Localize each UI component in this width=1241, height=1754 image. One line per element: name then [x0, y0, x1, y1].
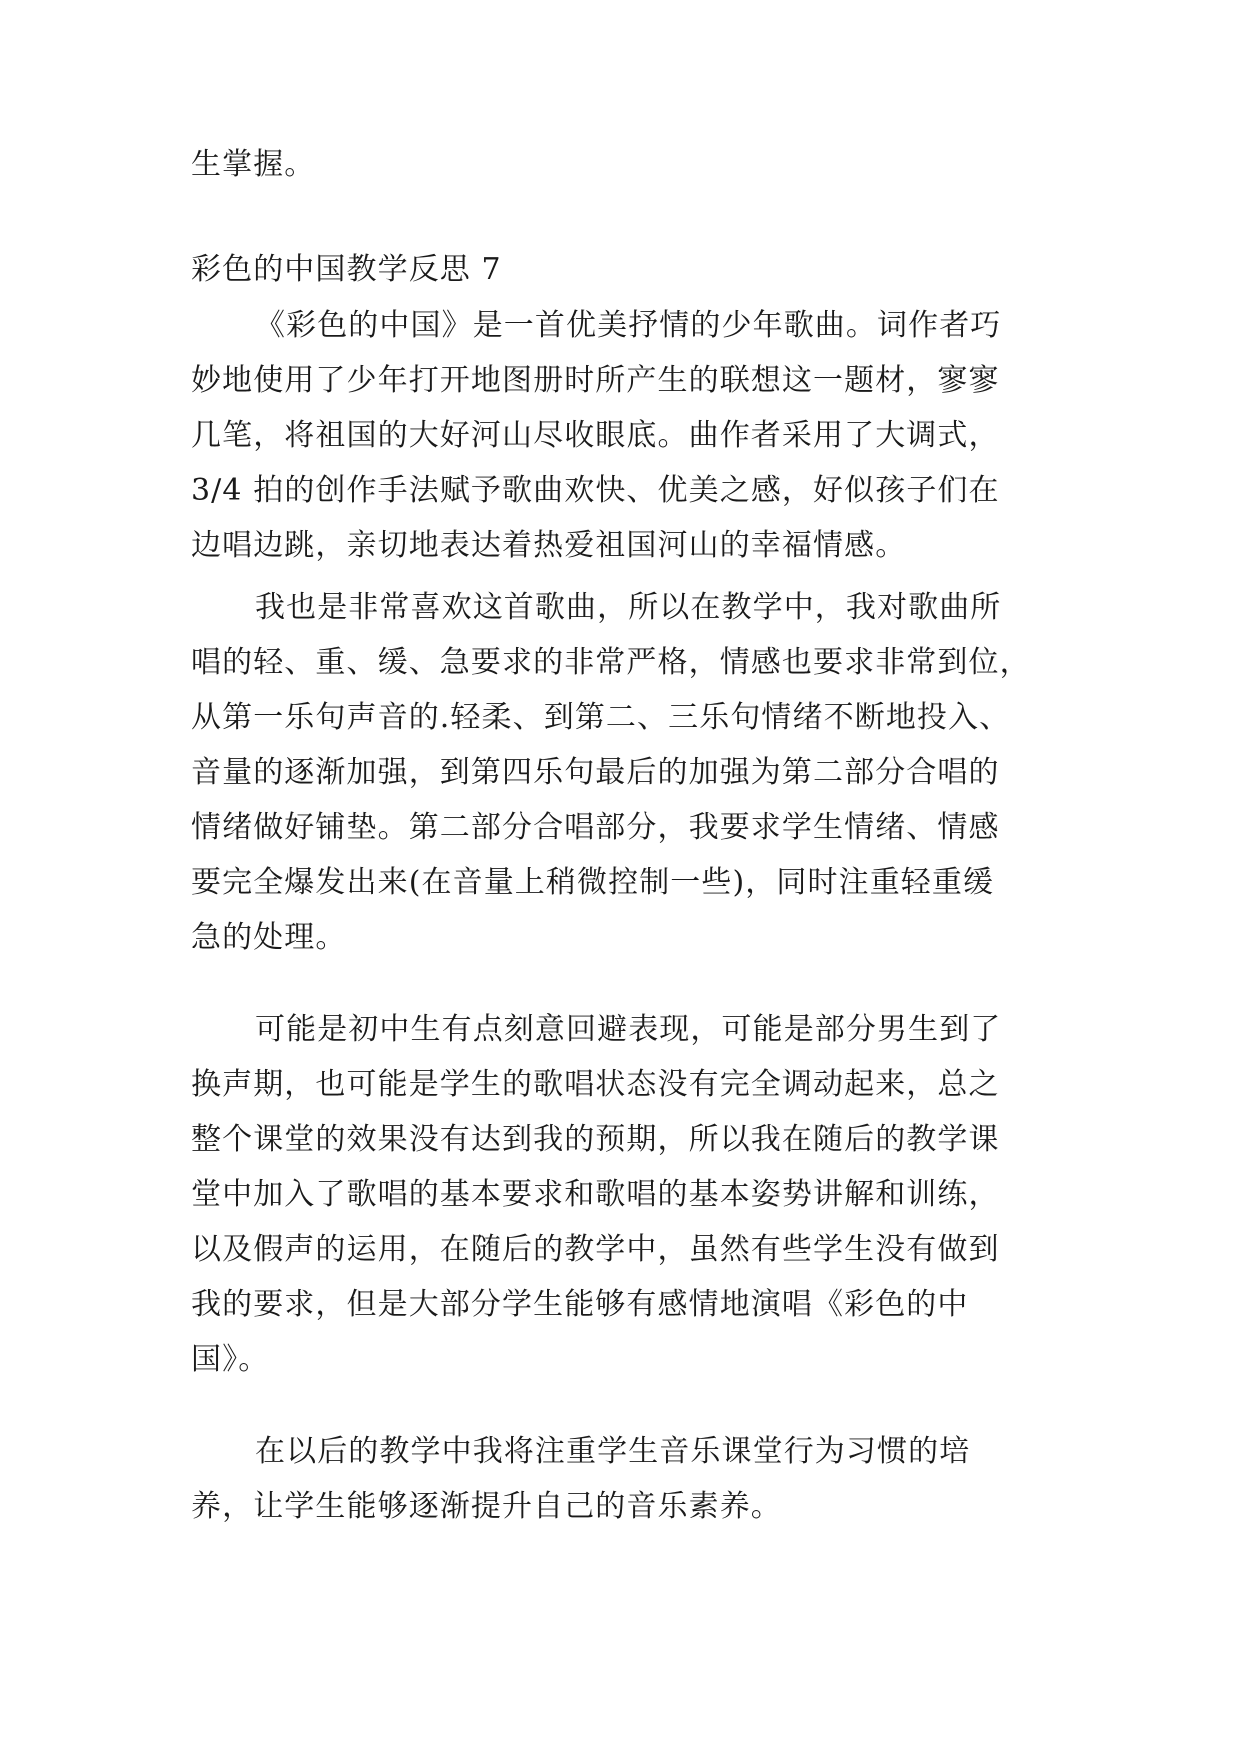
paragraph-line: 以及假声的运用，在随后的教学中，虽然有些学生没有做到	[191, 1232, 1000, 1267]
paragraph-line: 情绪做好铺垫。第二部分合唱部分，我要求学生情绪、情感	[191, 810, 1000, 845]
paragraph-line: 要完全爆发出来(在音量上稍微控制一些)，同时注重轻重缓	[191, 865, 995, 900]
paragraph-line: 几笔，将祖国的大好河山尽收眼底。曲作者采用了大调式，	[191, 418, 1000, 453]
continuation-text: 生掌握。	[191, 147, 316, 182]
paragraph-line: 堂中加入了歌唱的基本要求和歌唱的基本姿势讲解和训练，	[191, 1177, 1000, 1212]
paragraph-line: 边唱边跳，亲切地表达着热爱祖国河山的幸福情感。	[191, 528, 907, 563]
paragraph-line: 可能是初中生有点刻意回避表现，可能是部分男生到了	[255, 1012, 1002, 1047]
paragraph-line: 从第一乐句声音的.轻柔、到第二、三乐句情绪不断地投入、	[191, 700, 1011, 735]
paragraph-line: 《彩色的中国》是一首优美抒情的少年歌曲。词作者巧	[255, 308, 1002, 343]
paragraph-line: 养，让学生能够逐渐提升自己的音乐素养。	[191, 1489, 782, 1524]
paragraph-line: 我的要求，但是大部分学生能够有感情地演唱《彩色的中	[191, 1287, 969, 1322]
paragraph-line: 音量的逐渐加强，到第四乐句最后的加强为第二部分合唱的	[191, 755, 1000, 790]
paragraph-line: 急的处理。	[191, 920, 347, 955]
paragraph-line: 我也是非常喜欢这首歌曲，所以在教学中，我对歌曲所	[255, 590, 1002, 625]
paragraph-line: 唱的轻、重、缓、急要求的非常严格，情感也要求非常到位，	[191, 645, 1031, 680]
paragraph-line: 整个课堂的效果没有达到我的预期，所以我在随后的教学课	[191, 1122, 1000, 1157]
paragraph-line: 妙地使用了少年打开地图册时所产生的联想这一题材，寥寥	[191, 363, 1000, 398]
section-title: 彩色的中国教学反思 7	[191, 252, 502, 287]
paragraph-line: 国》。	[191, 1342, 270, 1377]
paragraph-line: 换声期，也可能是学生的歌唱状态没有完全调动起来，总之	[191, 1067, 1000, 1102]
paragraph-line: 在以后的教学中我将注重学生音乐课堂行为习惯的培	[255, 1434, 971, 1469]
paragraph-line: 3/4 拍的创作手法赋予歌曲欢快、优美之感，好似孩子们在	[191, 473, 1000, 508]
